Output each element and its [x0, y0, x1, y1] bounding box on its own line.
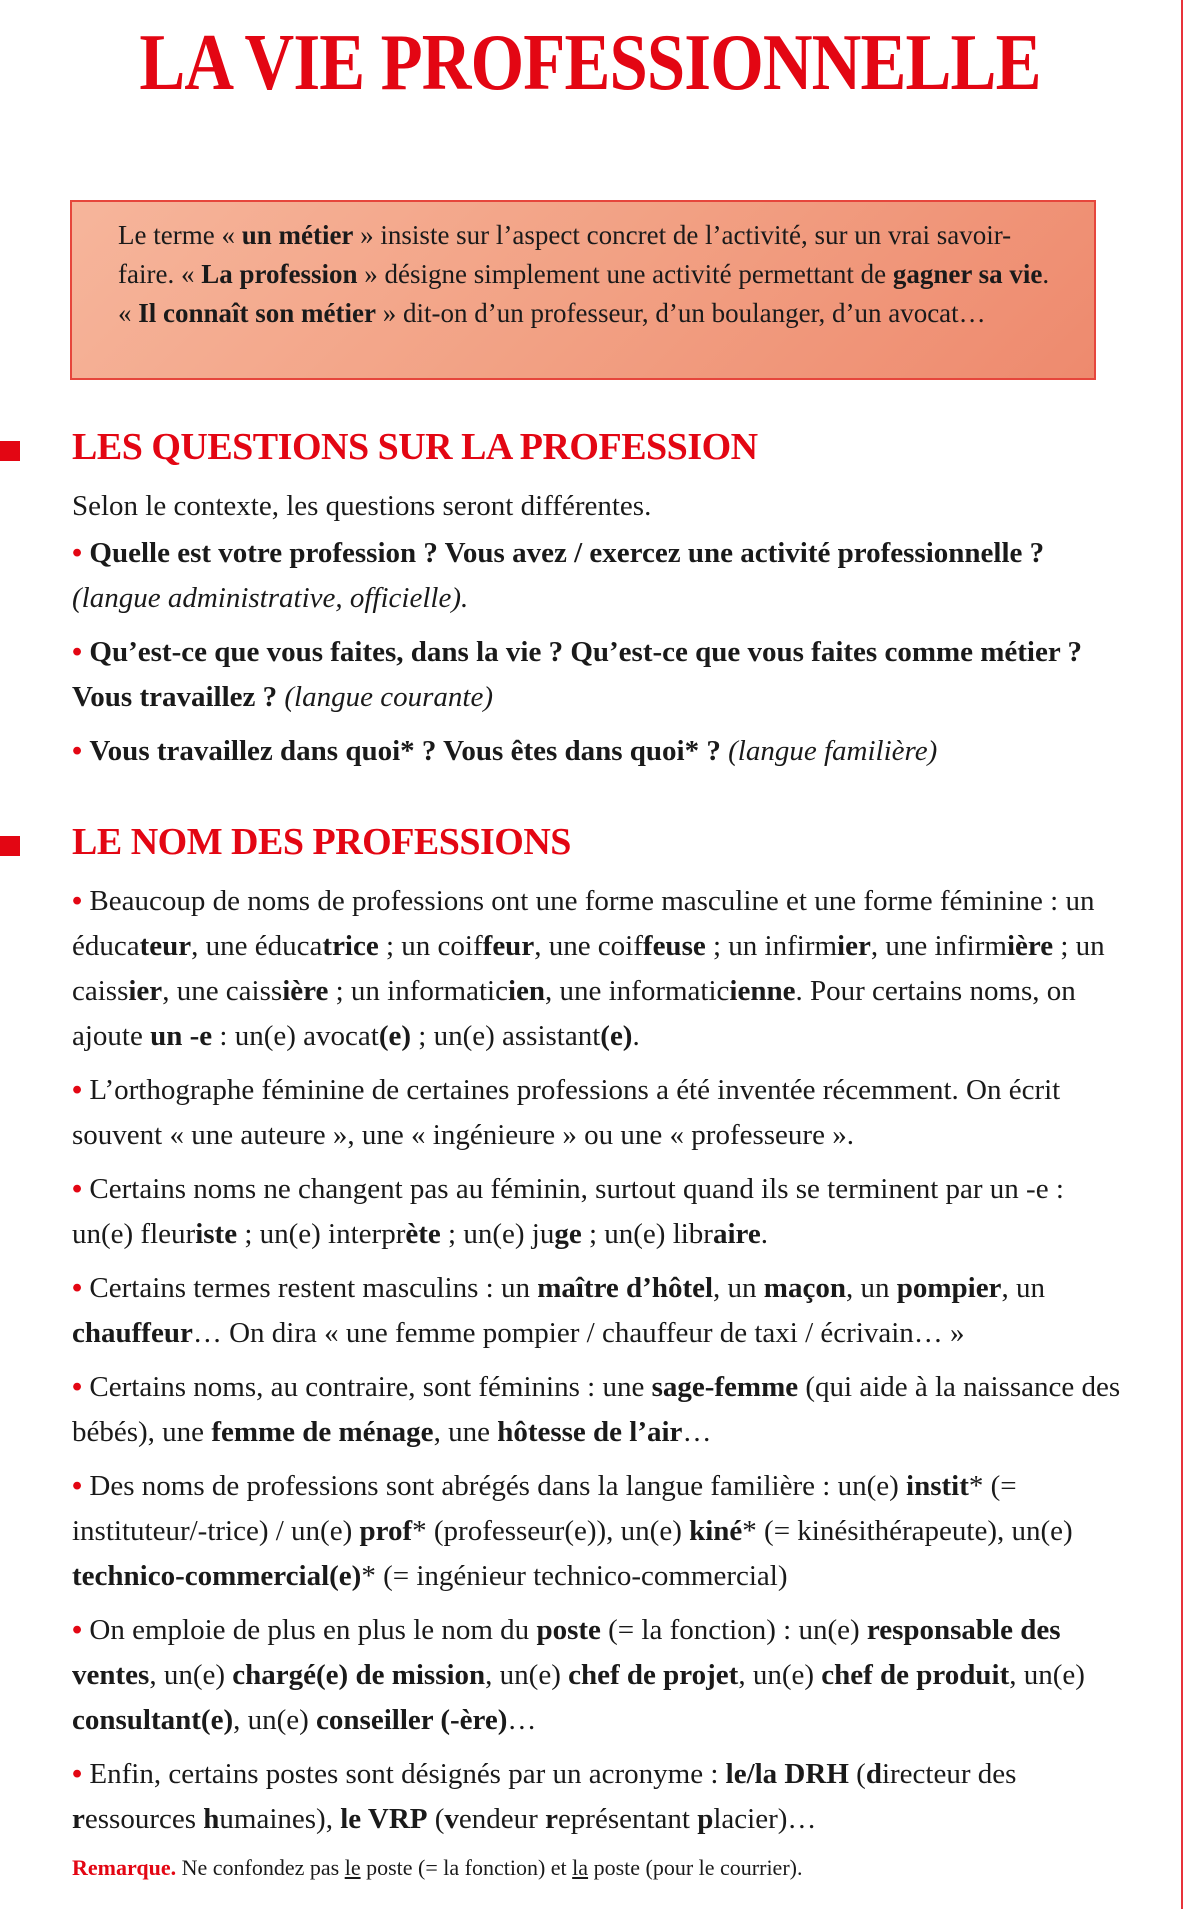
rule-paragraph: • Certains termes restent masculins : un maître d’hôtel, un maçon, un pompier, un chauffeur… On dira « une femme pompier / chauffeur de taxi / écrivain… » [72, 1272, 1045, 1349]
remark-note: Remarque. Ne confondez pas le poste (= la fonction) et la poste (pour le courrier). [72, 1855, 803, 1880]
section-marker-2 [0, 836, 20, 856]
intro-quote: « Il connaît son métier » dit-on d’un professeur, d’un boulanger, d’un avocat… [118, 298, 986, 328]
term-metier: un métier [241, 220, 354, 250]
rule-paragraph: • On emploie de plus en plus le nom du poste (= la fonction) : un(e) responsable des ventes, un(e) chargé(e) de mission, un(e) chef de projet, un(e) chef de produit, un(e) consultant(e), un(e) conseiller (-ère)… [72, 1614, 1085, 1736]
section-questions-intro: Selon le contexte, les questions seront différentes. [72, 490, 652, 522]
intro-box [70, 200, 1096, 380]
rule-paragraph: • Enfin, certains postes sont désignés par un acronyme : le/la DRH (directeur des ressources humaines), le VRP (vendeur représentant placier)… [72, 1758, 1017, 1835]
rule-paragraph: • Beaucoup de noms de professions ont une forme masculine et une forme féminine : un éducateur, une éducatrice ; un coiffeur, une coiffeuse ; un infirmier, une infirmière ; un caissier, une caissière ; un informaticien, une informaticienne. Pour certains noms, on ajoute un -e : un(e) avocat(e) ; un(e) assistant(e). [72, 885, 1105, 1052]
margin-rule [1181, 0, 1183, 1909]
question-item: • Quelle est votre profession ? Vous avez / exercez une activité professionnelle ? (langue administrative, officielle). [72, 537, 1045, 614]
remark-label: Remarque. [72, 1855, 177, 1880]
question-item: • Vous travaillez dans quoi* ? Vous êtes dans quoi* ? (langue familière) [72, 735, 938, 767]
intro-paragraph: Le terme « un métier » insiste sur l’aspect concret de l’activité, sur un vrai savoir-faire. « La profession » désigne simplement une activité permettant de gagner sa vie. [118, 220, 1050, 289]
section-title-questions: LES QUESTIONS SUR LA PROFESSION [72, 426, 758, 468]
term-gagner-sa-vie: gagner sa vie [892, 259, 1043, 289]
rule-paragraph: • Des noms de professions sont abrégés dans la langue familière : un(e) instit* (= instituteur/-trice) / un(e) prof* (professeur(e)), un(e) kiné* (= kinésithérapeute), un(e) technico-commercial(e)* (= ingénieur technico-commercial) [72, 1470, 1073, 1592]
term-profession: La profession [201, 259, 358, 289]
rule-paragraph: • Certains noms ne changent pas au féminin, surtout quand ils se terminent par un -e : un(e) fleuriste ; un(e) interprète ; un(e) juge ; un(e) libraire. [72, 1173, 1064, 1250]
section-questions-body [72, 484, 1132, 783]
section-noms-body [72, 879, 1132, 1851]
page-title: LA VIE PROFESSIONNELLE [139, 19, 1041, 107]
section-title-noms: LE NOM DES PROFESSIONS [72, 821, 571, 863]
rule-paragraph: • Certains noms, au contraire, sont féminins : une sage-femme (qui aide à la naissance des bébés), une femme de ménage, une hôtesse de l’air… [72, 1371, 1121, 1448]
question-item: • Qu’est-ce que vous faites, dans la vie ? Qu’est-ce que vous faites comme métier ? Vous travaillez ? (langue courante) [72, 636, 1082, 713]
rule-paragraph: • L’orthographe féminine de certaines professions a été inventée récemment. On écrit souvent « une auteure », une « ingénieure » ou une « professeure ». [72, 1074, 1061, 1151]
section-marker-1 [0, 441, 20, 461]
